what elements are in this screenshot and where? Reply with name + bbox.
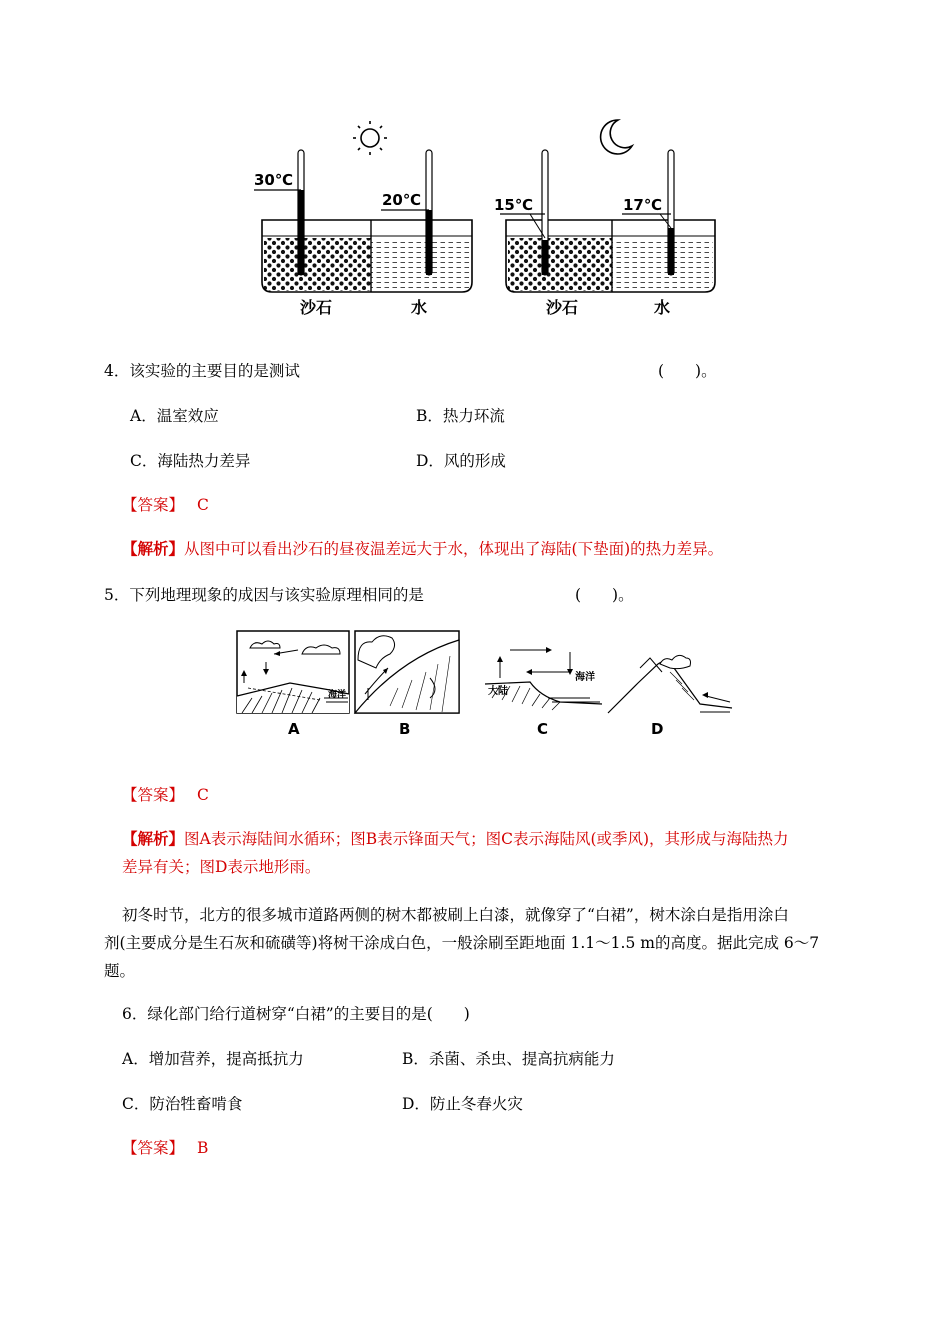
panel-b [355,631,459,713]
moon-icon [601,120,632,154]
temp-label-4: 17℃ [623,196,663,214]
q4-analysis-text: 从图中可以看出沙石的昼夜温差远大于水，体现出了海陆(下垫面)的热力差异。 [184,540,724,558]
panel-c-sea: 海洋 [575,672,595,683]
q4-analysis [122,539,723,559]
label-water-day: 水 [411,298,428,317]
label-sand-night: 沙石 [546,298,579,317]
panel-a-sea: 海洋 [328,690,347,700]
temp-label-2: 20℃ [382,191,422,209]
q5-paren: ( )。 [575,586,634,604]
q4-option-a: A．温室效应 [130,407,219,425]
q4-stem: 4．该实验的主要目的是测试 [104,362,300,380]
panel-label-a: A [288,720,300,738]
label-sand-day: 沙石 [300,298,333,317]
q6-option-b: B．杀菌、杀虫、提高抗病能力 [402,1050,615,1068]
q5-stem: 5．下列地理现象的成因与该实验原理相同的是 [104,586,424,604]
q6-answer [122,1138,208,1158]
passage-line-2: 剂(主要成分是生石灰和硫磺等)将树干涂成白色，一般涂刷至距地面 1.1～1.5 m的高度。据此完成 6～7 [104,934,820,952]
passage-line-1: 初冬时节，北方的很多城市道路两侧的树木都被刷上白漆，就像穿了“白裙”，树木涂白是指用涂白 [122,906,789,924]
panel-c [485,647,602,712]
q6-answer-label: 【答案】 [122,1139,185,1157]
q4-answer [122,495,209,515]
panel-a [237,631,349,713]
q5-analysis-text-1: 图A表示海陆间水循环；图B表示锋面天气；图C表示海陆风(或季风)，其形成与海陆热力 [184,830,789,848]
q4-answer-value: C [196,496,209,514]
experiment-figure [240,110,720,325]
temp-label-1: 30℃ [254,171,294,189]
q4-option-c: C．海陆热力差异 [130,452,251,470]
sun-icon [353,121,387,155]
q5-analysis-label: 【解析】 [122,829,185,848]
q4-option-b: B．热力环流 [416,407,505,425]
q6-stem: 6．绿化部门给行道树穿“白裙”的主要目的是( ) [122,1005,470,1023]
panel-d [608,655,732,713]
q5-analysis-2: 差异有关；图D表示地形雨。 [122,858,321,876]
night-container [500,150,715,292]
q4-analysis-label: 【解析】 [122,539,185,558]
q5-answer-value: C [196,786,209,804]
q6-option-a: A．增加营养，提高抵抗力 [122,1050,304,1068]
panel-label-b: B [399,720,411,738]
q4-paren: ( )。 [658,362,717,380]
q6-answer-value: B [196,1139,209,1157]
q6-option-d: D．防止冬春火灾 [402,1095,523,1113]
q5-answer-label: 【答案】 [122,786,185,804]
panel-c-land: 大陆 [488,686,508,697]
q5-figure [230,628,740,743]
label-water-night: 水 [654,298,671,317]
panel-label-d: D [651,720,664,738]
q5-analysis-1 [122,829,789,849]
q4-option-d: D．风的形成 [416,452,506,470]
q4-answer-label: 【答案】 [122,496,185,514]
passage-line-3: 题。 [104,962,136,980]
q5-answer [122,785,209,805]
temp-label-3: 15℃ [494,196,534,214]
panel-label-c: C [537,720,549,738]
q6-option-c: C．防治牲畜啃食 [122,1095,243,1113]
